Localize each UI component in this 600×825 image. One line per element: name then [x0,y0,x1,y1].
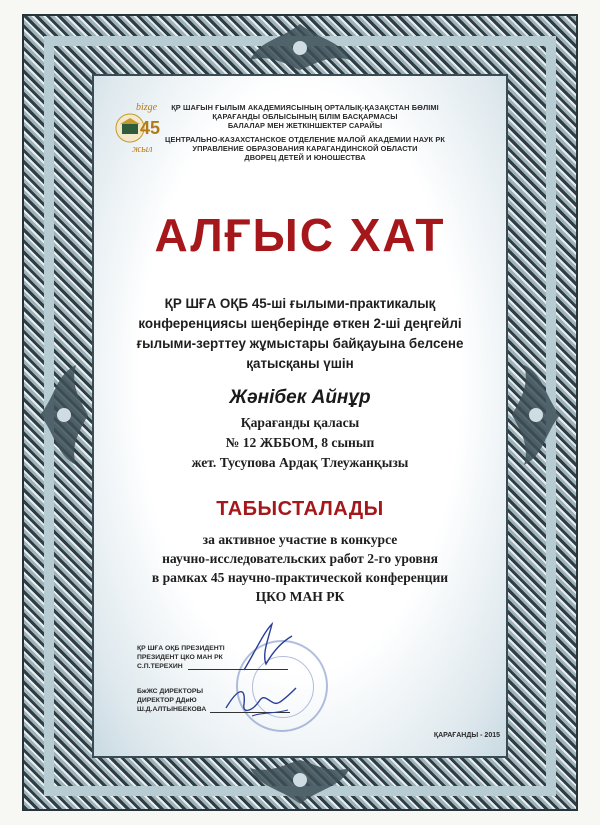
place-and-year: ҚАРАҒАНДЫ - 2015 [433,732,500,739]
ru-text-line-1: за активное участие в конкурсе [202,532,398,547]
logo-number: 45 [140,118,161,138]
logo-top-text: bizge [136,102,158,113]
recipient-city: Қарағанды қаласы [240,415,360,430]
signature-2-handwriting [222,678,298,720]
signature-2-title-kz: БжЖС ДИРЕКТОРЫ [137,688,204,695]
right-ornament-icon [508,360,564,470]
signature-1-name: С.П.ТЕРЕХИН [137,663,183,670]
kz-text-line-2: конференциясы шеңберінде өткен 2-ші деңгейлі [138,316,462,331]
signature-1-title-kz: ҚР ШҒА ОҚБ ПРЕЗИДЕНТІ [137,645,225,652]
header-kz-line-1: ҚР ШАҒЫН ҒЫЛЫМ АКАДЕМИЯСЫНЫҢ ОРТАЛЫҚ-ҚАЗАҚСТАН БӨЛІМІ [171,103,439,112]
header-kz-line-3: БАЛАЛАР МЕН ЖЕТКІНШЕКТЕР САРАЙЫ [227,121,383,130]
bottom-ornament-icon [230,760,370,808]
kz-text-line-3: ғылыми-зерттеу жұмыстары байқауына белсене [136,336,464,351]
ru-text-line-2: научно-исследовательских работ 2-го уровня [162,551,438,566]
signature-2-name: Ш.Д.АЛТЫНБЕКОВА [137,706,207,713]
signature-1-title-ru: ПРЕЗИДЕНТ ЦКО МАН РК [137,654,223,661]
recipient-name: Жәнібек Айнұр [229,387,371,408]
recipient-school: № 12 ЖББОМ, 8 сынып [225,435,375,450]
signature-2-title-ru: ДИРЕКТОР ДДиЮ [137,697,197,704]
header-kz-line-2: ҚАРАҒАНДЫ ОБЛЫСЫНЫҢ БІЛІМ БАСҚАРМАСЫ [212,112,398,121]
header-ru-line-3: ДВОРЕЦ ДЕТЕЙ И ЮНОШЕСТВА [244,153,366,162]
header-ru-line-1: ЦЕНТРАЛЬНО-КАЗАХСТАНСКОЕ ОТДЕЛЕНИЕ МАЛОЙ АКАДЕМИИ НАУК РК [165,135,445,144]
recipient-teacher: жет. Тусупова Ардақ Тлеужанқызы [191,455,409,470]
ru-text-line-4: ЦКО МАН РК [255,589,345,604]
top-ornament-icon [230,20,370,74]
logo-bottom-text: жыл [132,144,153,155]
signature-1-handwriting [238,620,298,676]
ru-text-line-3: в рамках 45 научно-практической конференции [151,570,449,585]
kz-text-line-4: қатысқаны үшін [246,356,354,371]
header-ru-line-2: УПРАВЛЕНИЕ ОБРАЗОВАНИЯ КАРАГАНДИНСКОЙ ОБЛАСТИ [192,144,418,153]
kz-text-line-1: ҚР ШҒА ОҚБ 45-ші ғылыми-практикалық [164,296,436,311]
left-ornament-icon [36,360,92,470]
awarded-heading: ТАБЫСТАЛАДЫ [216,498,384,520]
academy-logo [106,98,164,156]
certificate-title: АЛҒЫС ХАТ [154,209,446,261]
